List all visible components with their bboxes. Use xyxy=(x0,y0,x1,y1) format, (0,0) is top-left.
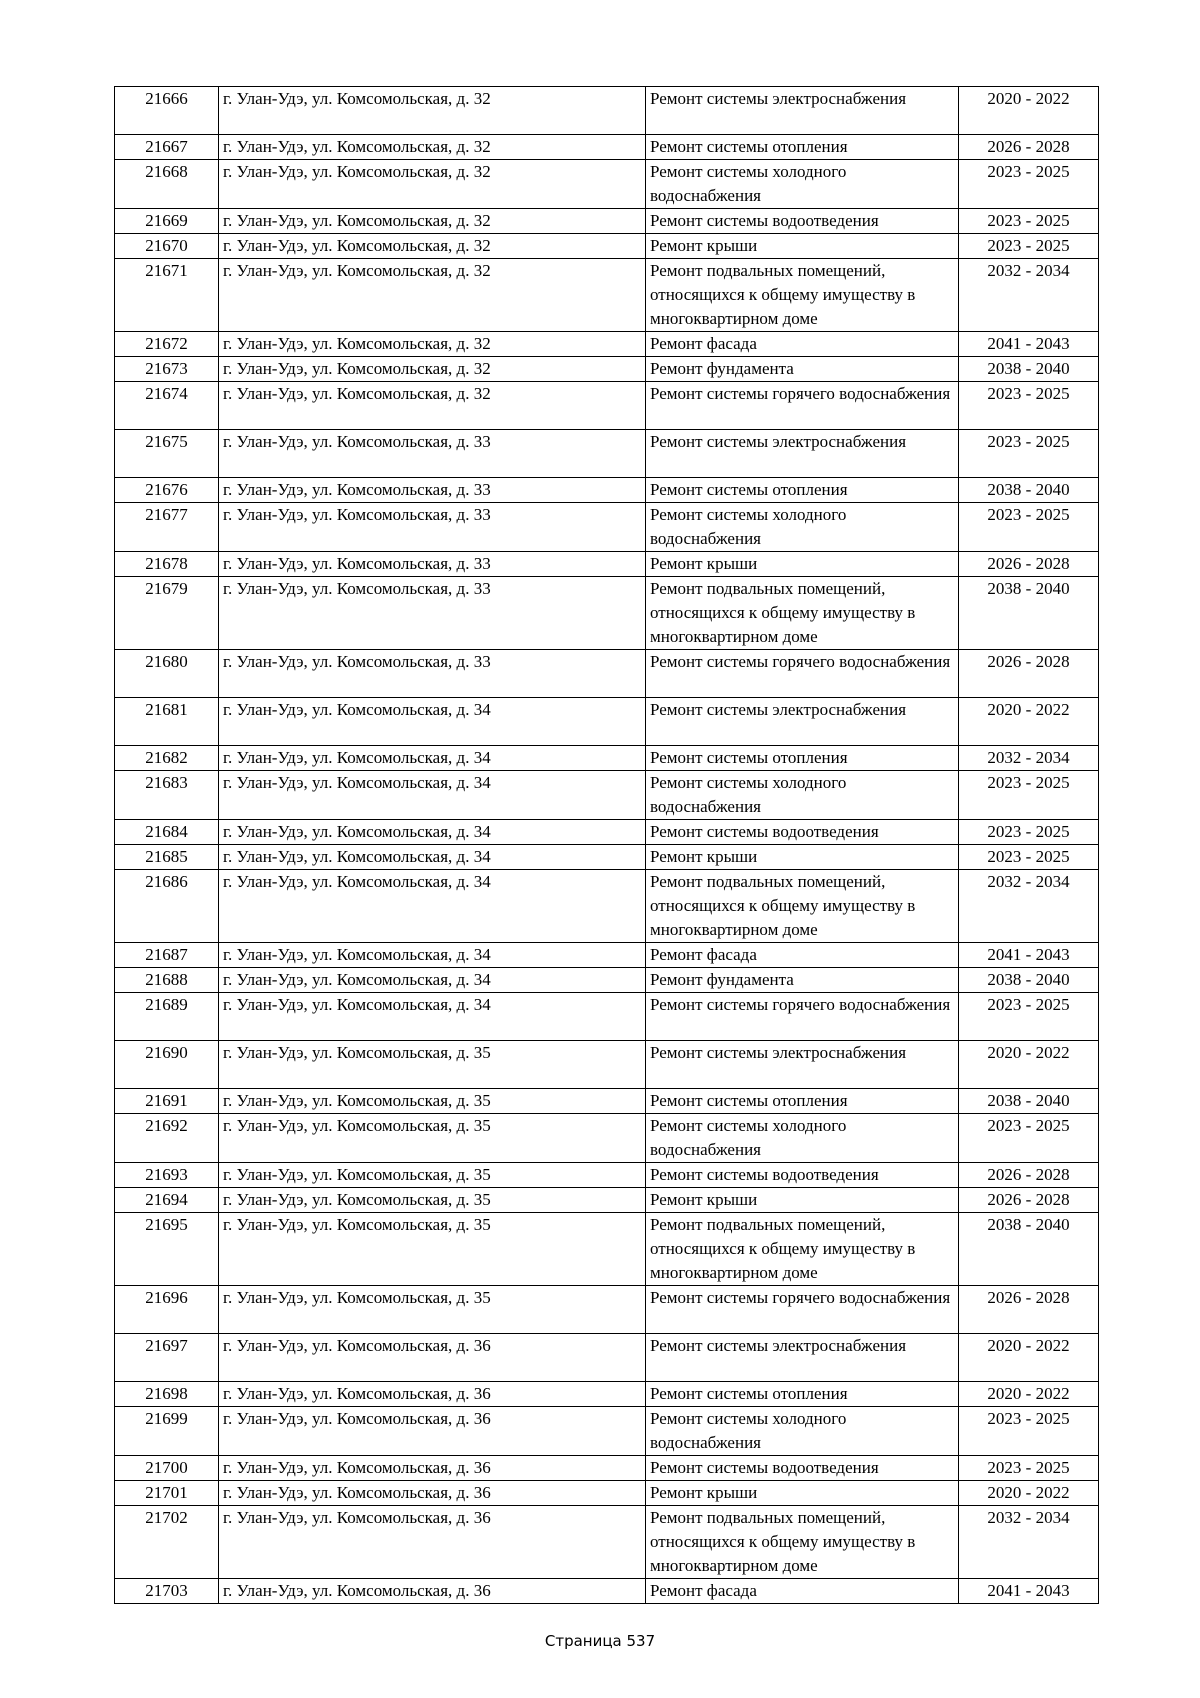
table-row xyxy=(115,1041,1099,1089)
repair-schedule-table xyxy=(114,86,1099,1604)
row-number-cell: 21686 xyxy=(115,870,219,943)
work-type-cell: Ремонт системы горячего водоснабжения xyxy=(646,993,959,1041)
row-number-cell: 21703 xyxy=(115,1579,219,1604)
row-number-cell: 21696 xyxy=(115,1286,219,1334)
table-row xyxy=(115,650,1099,698)
table-row xyxy=(115,160,1099,209)
work-type-cell: Ремонт системы отопления xyxy=(646,478,959,503)
table-row xyxy=(115,1334,1099,1382)
row-number-cell: 21694 xyxy=(115,1188,219,1213)
period-cell: 2032 - 2034 xyxy=(959,870,1099,943)
address-cell: г. Улан-Удэ, ул. Комсомольская, д. 33 xyxy=(219,503,646,552)
row-number-cell: 21673 xyxy=(115,357,219,382)
work-type-cell: Ремонт фундамента xyxy=(646,357,959,382)
row-number-cell: 21679 xyxy=(115,577,219,650)
period-cell: 2023 - 2025 xyxy=(959,1407,1099,1456)
work-type-cell: Ремонт системы водоотведения xyxy=(646,209,959,234)
work-type-cell: Ремонт системы холодного водоснабжения xyxy=(646,503,959,552)
work-type-cell: Ремонт системы водоотведения xyxy=(646,820,959,845)
period-cell: 2038 - 2040 xyxy=(959,968,1099,993)
row-number-cell: 21681 xyxy=(115,698,219,746)
address-cell: г. Улан-Удэ, ул. Комсомольская, д. 34 xyxy=(219,820,646,845)
period-cell: 2032 - 2034 xyxy=(959,1506,1099,1579)
period-cell: 2026 - 2028 xyxy=(959,135,1099,160)
row-number-cell: 21672 xyxy=(115,332,219,357)
table-row xyxy=(115,1163,1099,1188)
work-type-cell: Ремонт системы отопления xyxy=(646,1089,959,1114)
work-type-cell: Ремонт системы водоотведения xyxy=(646,1163,959,1188)
address-cell: г. Улан-Удэ, ул. Комсомольская, д. 34 xyxy=(219,870,646,943)
table-row xyxy=(115,1382,1099,1407)
period-cell: 2020 - 2022 xyxy=(959,1481,1099,1506)
work-type-cell: Ремонт подвальных помещений, относящихся к общему имуществу в многоквартирном доме xyxy=(646,1506,959,1579)
address-cell: г. Улан-Удэ, ул. Комсомольская, д. 35 xyxy=(219,1213,646,1286)
period-cell: 2020 - 2022 xyxy=(959,1334,1099,1382)
period-cell: 2023 - 2025 xyxy=(959,209,1099,234)
row-number-cell: 21666 xyxy=(115,87,219,135)
table-row xyxy=(115,259,1099,332)
period-cell: 2023 - 2025 xyxy=(959,382,1099,430)
period-cell: 2026 - 2028 xyxy=(959,1163,1099,1188)
row-number-cell: 21675 xyxy=(115,430,219,478)
period-cell: 2023 - 2025 xyxy=(959,845,1099,870)
work-type-cell: Ремонт системы электроснабжения xyxy=(646,87,959,135)
address-cell: г. Улан-Удэ, ул. Комсомольская, д. 33 xyxy=(219,552,646,577)
period-cell: 2020 - 2022 xyxy=(959,1382,1099,1407)
address-cell: г. Улан-Удэ, ул. Комсомольская, д. 35 xyxy=(219,1188,646,1213)
address-cell: г. Улан-Удэ, ул. Комсомольская, д. 34 xyxy=(219,771,646,820)
address-cell: г. Улан-Удэ, ул. Комсомольская, д. 36 xyxy=(219,1334,646,1382)
period-cell: 2038 - 2040 xyxy=(959,357,1099,382)
work-type-cell: Ремонт системы холодного водоснабжения xyxy=(646,771,959,820)
page-number: Страница 537 xyxy=(544,1632,656,1650)
row-number-cell: 21693 xyxy=(115,1163,219,1188)
period-cell: 2032 - 2034 xyxy=(959,746,1099,771)
row-number-cell: 21677 xyxy=(115,503,219,552)
work-type-cell: Ремонт подвальных помещений, относящихся к общему имуществу в многоквартирном доме xyxy=(646,577,959,650)
period-cell: 2023 - 2025 xyxy=(959,1114,1099,1163)
period-cell: 2020 - 2022 xyxy=(959,698,1099,746)
period-cell: 2023 - 2025 xyxy=(959,160,1099,209)
row-number-cell: 21680 xyxy=(115,650,219,698)
table-row xyxy=(115,209,1099,234)
address-cell: г. Улан-Удэ, ул. Комсомольская, д. 34 xyxy=(219,943,646,968)
address-cell: г. Улан-Удэ, ул. Комсомольская, д. 34 xyxy=(219,968,646,993)
row-number-cell: 21676 xyxy=(115,478,219,503)
period-cell: 2023 - 2025 xyxy=(959,503,1099,552)
row-number-cell: 21689 xyxy=(115,993,219,1041)
period-cell: 2020 - 2022 xyxy=(959,1041,1099,1089)
period-cell: 2023 - 2025 xyxy=(959,771,1099,820)
work-type-cell: Ремонт системы электроснабжения xyxy=(646,1041,959,1089)
period-cell: 2026 - 2028 xyxy=(959,650,1099,698)
period-cell: 2038 - 2040 xyxy=(959,1089,1099,1114)
work-type-cell: Ремонт системы электроснабжения xyxy=(646,1334,959,1382)
address-cell: г. Улан-Удэ, ул. Комсомольская, д. 33 xyxy=(219,430,646,478)
row-number-cell: 21682 xyxy=(115,746,219,771)
period-cell: 2026 - 2028 xyxy=(959,1188,1099,1213)
table-row xyxy=(115,577,1099,650)
address-cell: г. Улан-Удэ, ул. Комсомольская, д. 33 xyxy=(219,650,646,698)
address-cell: г. Улан-Удэ, ул. Комсомольская, д. 32 xyxy=(219,160,646,209)
row-number-cell: 21688 xyxy=(115,968,219,993)
table-row xyxy=(115,87,1099,135)
table-row xyxy=(115,552,1099,577)
address-cell: г. Улан-Удэ, ул. Комсомольская, д. 32 xyxy=(219,87,646,135)
row-number-cell: 21684 xyxy=(115,820,219,845)
work-type-cell: Ремонт системы электроснабжения xyxy=(646,430,959,478)
row-number-cell: 21700 xyxy=(115,1456,219,1481)
work-type-cell: Ремонт крыши xyxy=(646,1188,959,1213)
table-row xyxy=(115,698,1099,746)
table-row xyxy=(115,1579,1099,1604)
address-cell: г. Улан-Удэ, ул. Комсомольская, д. 34 xyxy=(219,698,646,746)
table-row xyxy=(115,1456,1099,1481)
table-row xyxy=(115,746,1099,771)
period-cell: 2026 - 2028 xyxy=(959,552,1099,577)
table-row xyxy=(115,1213,1099,1286)
work-type-cell: Ремонт системы отопления xyxy=(646,746,959,771)
table-row xyxy=(115,332,1099,357)
period-cell: 2020 - 2022 xyxy=(959,87,1099,135)
address-cell: г. Улан-Удэ, ул. Комсомольская, д. 33 xyxy=(219,478,646,503)
period-cell: 2032 - 2034 xyxy=(959,259,1099,332)
row-number-cell: 21678 xyxy=(115,552,219,577)
period-cell: 2041 - 2043 xyxy=(959,943,1099,968)
table-row xyxy=(115,503,1099,552)
work-type-cell: Ремонт системы горячего водоснабжения xyxy=(646,650,959,698)
period-cell: 2023 - 2025 xyxy=(959,993,1099,1041)
work-type-cell: Ремонт крыши xyxy=(646,234,959,259)
address-cell: г. Улан-Удэ, ул. Комсомольская, д. 35 xyxy=(219,1089,646,1114)
period-cell: 2038 - 2040 xyxy=(959,478,1099,503)
address-cell: г. Улан-Удэ, ул. Комсомольская, д. 35 xyxy=(219,1286,646,1334)
work-type-cell: Ремонт системы холодного водоснабжения xyxy=(646,1114,959,1163)
table-row xyxy=(115,1506,1099,1579)
address-cell: г. Улан-Удэ, ул. Комсомольская, д. 34 xyxy=(219,845,646,870)
table-row xyxy=(115,1089,1099,1114)
table-row xyxy=(115,1188,1099,1213)
period-cell: 2023 - 2025 xyxy=(959,234,1099,259)
row-number-cell: 21692 xyxy=(115,1114,219,1163)
address-cell: г. Улан-Удэ, ул. Комсомольская, д. 36 xyxy=(219,1481,646,1506)
row-number-cell: 21687 xyxy=(115,943,219,968)
period-cell: 2023 - 2025 xyxy=(959,1456,1099,1481)
address-cell: г. Улан-Удэ, ул. Комсомольская, д. 32 xyxy=(219,357,646,382)
work-type-cell: Ремонт системы водоотведения xyxy=(646,1456,959,1481)
address-cell: г. Улан-Удэ, ул. Комсомольская, д. 32 xyxy=(219,332,646,357)
row-number-cell: 21671 xyxy=(115,259,219,332)
work-type-cell: Ремонт системы отопления xyxy=(646,135,959,160)
address-cell: г. Улан-Удэ, ул. Комсомольская, д. 35 xyxy=(219,1114,646,1163)
work-type-cell: Ремонт фасада xyxy=(646,332,959,357)
work-type-cell: Ремонт подвальных помещений, относящихся к общему имуществу в многоквартирном доме xyxy=(646,259,959,332)
table-row xyxy=(115,820,1099,845)
work-type-cell: Ремонт подвальных помещений, относящихся к общему имуществу в многоквартирном доме xyxy=(646,1213,959,1286)
table-row xyxy=(115,478,1099,503)
work-type-cell: Ремонт системы отопления xyxy=(646,1382,959,1407)
work-type-cell: Ремонт крыши xyxy=(646,845,959,870)
address-cell: г. Улан-Удэ, ул. Комсомольская, д. 35 xyxy=(219,1041,646,1089)
table-row xyxy=(115,135,1099,160)
row-number-cell: 21699 xyxy=(115,1407,219,1456)
table-row xyxy=(115,943,1099,968)
table-row xyxy=(115,993,1099,1041)
work-type-cell: Ремонт системы электроснабжения xyxy=(646,698,959,746)
address-cell: г. Улан-Удэ, ул. Комсомольская, д. 36 xyxy=(219,1407,646,1456)
row-number-cell: 21674 xyxy=(115,382,219,430)
table-row xyxy=(115,430,1099,478)
address-cell: г. Улан-Удэ, ул. Комсомольская, д. 32 xyxy=(219,209,646,234)
address-cell: г. Улан-Удэ, ул. Комсомольская, д. 32 xyxy=(219,135,646,160)
work-type-cell: Ремонт системы горячего водоснабжения xyxy=(646,1286,959,1334)
row-number-cell: 21683 xyxy=(115,771,219,820)
row-number-cell: 21668 xyxy=(115,160,219,209)
period-cell: 2023 - 2025 xyxy=(959,430,1099,478)
work-type-cell: Ремонт подвальных помещений, относящихся к общему имуществу в многоквартирном доме xyxy=(646,870,959,943)
table-row xyxy=(115,1407,1099,1456)
period-cell: 2026 - 2028 xyxy=(959,1286,1099,1334)
table-row xyxy=(115,870,1099,943)
row-number-cell: 21701 xyxy=(115,1481,219,1506)
work-type-cell: Ремонт фасада xyxy=(646,1579,959,1604)
address-cell: г. Улан-Удэ, ул. Комсомольская, д. 32 xyxy=(219,259,646,332)
period-cell: 2038 - 2040 xyxy=(959,1213,1099,1286)
table-row xyxy=(115,968,1099,993)
address-cell: г. Улан-Удэ, ул. Комсомольская, д. 36 xyxy=(219,1506,646,1579)
address-cell: г. Улан-Удэ, ул. Комсомольская, д. 32 xyxy=(219,234,646,259)
address-cell: г. Улан-Удэ, ул. Комсомольская, д. 33 xyxy=(219,577,646,650)
work-type-cell: Ремонт системы холодного водоснабжения xyxy=(646,1407,959,1456)
row-number-cell: 21702 xyxy=(115,1506,219,1579)
table-row xyxy=(115,771,1099,820)
period-cell: 2038 - 2040 xyxy=(959,577,1099,650)
address-cell: г. Улан-Удэ, ул. Комсомольская, д. 34 xyxy=(219,746,646,771)
address-cell: г. Улан-Удэ, ул. Комсомольская, д. 34 xyxy=(219,993,646,1041)
table-row xyxy=(115,1481,1099,1506)
address-cell: г. Улан-Удэ, ул. Комсомольская, д. 32 xyxy=(219,382,646,430)
work-type-cell: Ремонт системы горячего водоснабжения xyxy=(646,382,959,430)
row-number-cell: 21669 xyxy=(115,209,219,234)
table-row xyxy=(115,1286,1099,1334)
work-type-cell: Ремонт фундамента xyxy=(646,968,959,993)
row-number-cell: 21685 xyxy=(115,845,219,870)
row-number-cell: 21698 xyxy=(115,1382,219,1407)
address-cell: г. Улан-Удэ, ул. Комсомольская, д. 36 xyxy=(219,1456,646,1481)
table-body xyxy=(115,87,1099,1604)
period-cell: 2023 - 2025 xyxy=(959,820,1099,845)
work-type-cell: Ремонт крыши xyxy=(646,552,959,577)
table-row xyxy=(115,382,1099,430)
period-cell: 2041 - 2043 xyxy=(959,332,1099,357)
row-number-cell: 21697 xyxy=(115,1334,219,1382)
row-number-cell: 21670 xyxy=(115,234,219,259)
work-type-cell: Ремонт крыши xyxy=(646,1481,959,1506)
table-row xyxy=(115,357,1099,382)
address-cell: г. Улан-Удэ, ул. Комсомольская, д. 36 xyxy=(219,1579,646,1604)
table-row xyxy=(115,845,1099,870)
address-cell: г. Улан-Удэ, ул. Комсомольская, д. 35 xyxy=(219,1163,646,1188)
address-cell: г. Улан-Удэ, ул. Комсомольская, д. 36 xyxy=(219,1382,646,1407)
row-number-cell: 21690 xyxy=(115,1041,219,1089)
row-number-cell: 21691 xyxy=(115,1089,219,1114)
row-number-cell: 21695 xyxy=(115,1213,219,1286)
work-type-cell: Ремонт системы холодного водоснабжения xyxy=(646,160,959,209)
table-row xyxy=(115,234,1099,259)
work-type-cell: Ремонт фасада xyxy=(646,943,959,968)
table-row xyxy=(115,1114,1099,1163)
period-cell: 2041 - 2043 xyxy=(959,1579,1099,1604)
row-number-cell: 21667 xyxy=(115,135,219,160)
